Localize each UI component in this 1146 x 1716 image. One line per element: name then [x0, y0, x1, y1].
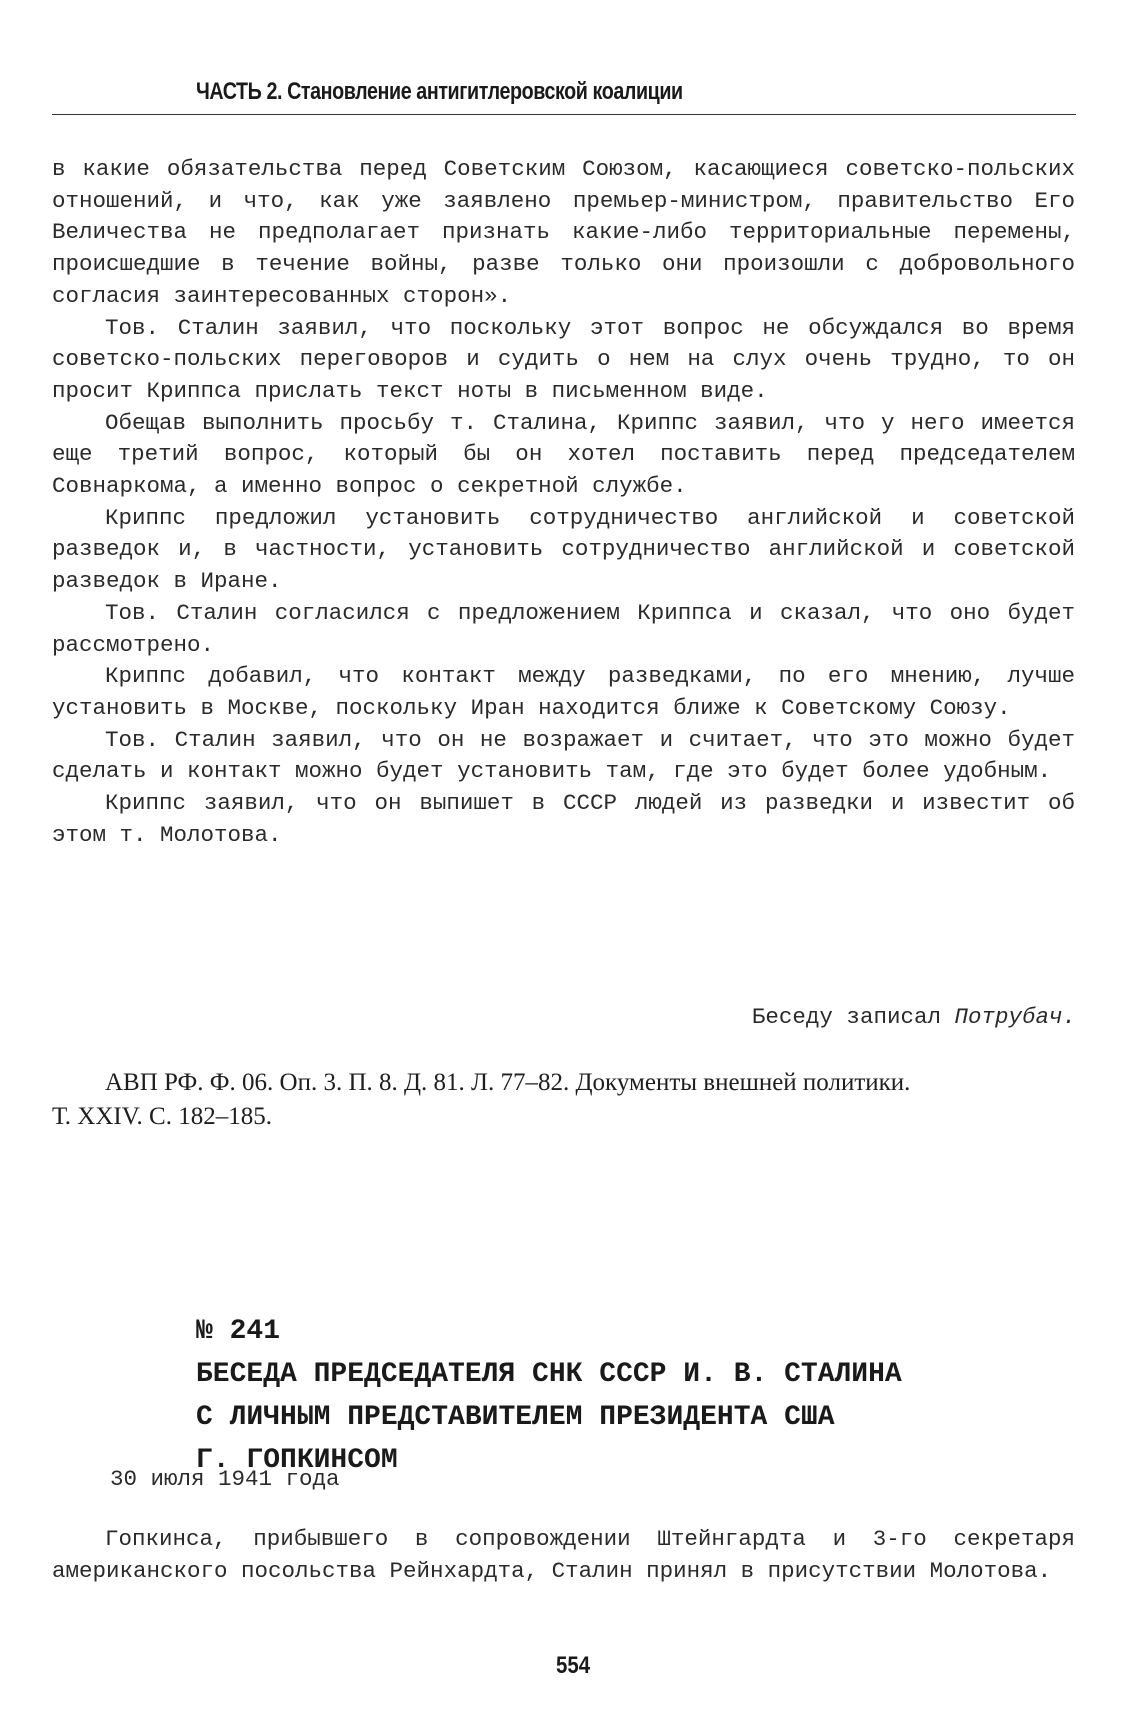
archive-citation-line: Т. XXIV. С. 182–185. [52, 1103, 272, 1130]
page-number [0, 1652, 1146, 1680]
archive-citation-line: АВП РФ. Ф. 06. Оп. 3. П. 8. Д. 81. Л. 77–82. Документы внешней политики. [105, 1069, 911, 1096]
archive-citation [52, 1066, 1075, 1134]
paragraph: Тов. Сталин согласился с предложением Криппса и сказал, что оно будет рассмотрено. [52, 599, 1075, 658]
paragraph: Тов. Сталин заявил, что он не возражает и считает, что это можно будет сделать и контакт можно будет установить там, где это будет более удобным. [52, 726, 1075, 785]
paragraph: в какие обязательства перед Советским Союзом, касающиеся советско-польских отношений, и что, как уже заявлено премьер-министром, правительство Его Величества не предполагает признать какие-либо территориальные перемены, происшедшие в течение войны, разве только они произошли с добровольного согласия заинтересованных сторон». [52, 156, 1075, 309]
page-number-value: 554 [555, 1652, 591, 1679]
paragraph: Тов. Сталин заявил, что поскольку этот вопрос не обсуждался во время советско-польских переговоров и судить о нем на слух очень трудно, то он просит Криппса прислать текст ноты в письменном виде. [52, 314, 1075, 404]
running-header: ЧАСТЬ 2. Становление антигитлеровской коалиции [196, 78, 683, 105]
document-title-line: Г. ГОПКИНСОМ [196, 1445, 398, 1476]
document-number: № 241 [196, 1316, 281, 1347]
document-intro [52, 1524, 1075, 1587]
document-title-line: С ЛИЧНЫМ ПРЕДСТАВИТЕЛЕМ ПРЕЗИДЕНТА США [196, 1402, 835, 1433]
body-text [52, 154, 1075, 851]
header-divider [52, 114, 1076, 115]
document-title-line: БЕСЕДА ПРЕДСЕДАТЕЛЯ СНК СССР И. В. СТАЛИНА [196, 1359, 902, 1390]
paragraph: Гопкинса, прибывшего в сопровождении Штейнгардта и 3-го секретаря американского посольства Рейнхардта, Сталин принял в присутствии Молотова. [52, 1526, 1075, 1584]
document-heading [196, 1310, 902, 1482]
paragraph: Криппс заявил, что он выпишет в СССР людей из разведки и известит об этом т. Молотова. [52, 790, 1075, 848]
signature-name: Потрубач. [954, 1004, 1076, 1030]
paragraph: Обещав выполнить просьбу т. Сталина, Криппс заявил, что у него имеется еще третий вопрос, который бы он хотел поставить перед председателем Совнаркома, а именно вопрос о секретной службе. [52, 409, 1075, 500]
document-date: 30 июля 1941 года [110, 1466, 340, 1492]
signature-prefix: Беседу записал [751, 1004, 941, 1030]
signature-line [752, 1004, 1076, 1030]
paragraph: Криппс добавил, что контакт между разведками, по его мнению, лучше установить в Москве, поскольку Иран находится ближе к Советскому Союзу. [52, 663, 1075, 721]
paragraph: Криппс предложил установить сотрудничество английской и советской разведок и, в частности, установить сотрудничество английской и советской разведок в Иране. [52, 504, 1075, 595]
